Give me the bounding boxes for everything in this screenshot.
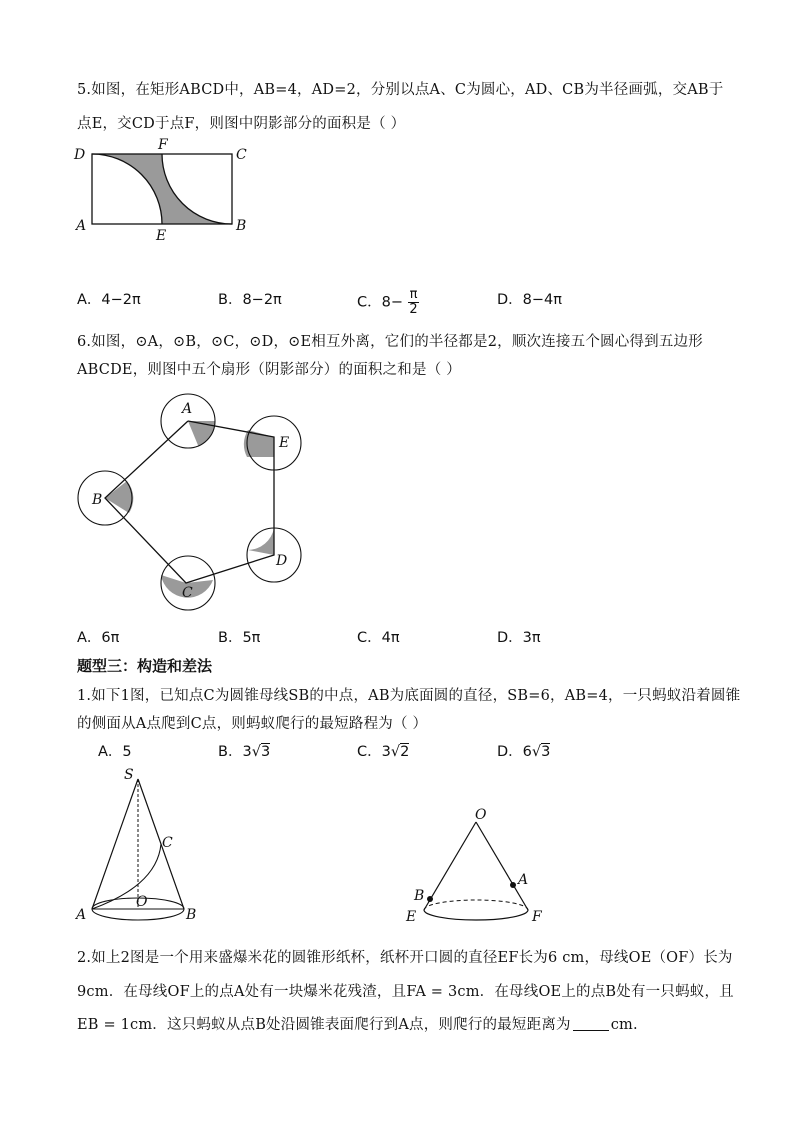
- q5-label-E: E: [156, 228, 167, 242]
- q7-option-a[interactable]: A．5: [98, 744, 132, 760]
- q6-option-a[interactable]: A．6π: [77, 630, 120, 646]
- q7-fig1-label-C: C: [162, 835, 173, 851]
- q8-text-line2: 9cm．在母线OF上的点A处有一块爆米花残渣，且FA = 3cm．在母线OE上的点B处有一只蚂蚁，且: [77, 984, 734, 1000]
- q5-label-A: A: [76, 218, 87, 234]
- q8-text-line3-suffix: cm.: [610, 1017, 638, 1033]
- q8-text-line3-prefix: EB = 1cm．这只蚂蚁从点B处沿圆锥表面爬行到A点，则爬行的最短距离为: [77, 1017, 571, 1033]
- q6-label-A: A: [182, 401, 193, 417]
- q7-option-b-prefix: B．3: [218, 744, 252, 760]
- q7-option-b[interactable]: [218, 740, 270, 761]
- q6-label-C: C: [182, 585, 193, 601]
- q5-option-d[interactable]: D．8−4π: [497, 292, 562, 308]
- q7-fig1-label-S: S: [124, 767, 134, 783]
- q6-option-d[interactable]: D．3π: [497, 630, 541, 646]
- q8-text-line1: 2.如上2图是一个用来盛爆米花的圆锥形纸杯，纸杯开口圆的直径EF长为6 cm，母线OE（OF）长为: [77, 950, 733, 966]
- q7-cone-figure-1: [70, 765, 210, 925]
- q6-pentagon-figure: [74, 385, 334, 617]
- q7-fig1-label-O: O: [136, 894, 148, 910]
- q8-fig2-label-B: B: [414, 888, 425, 904]
- q7-text-line2: 的侧面从A点爬到C点，则蚂蚁爬行的最短路程为（ ）: [77, 716, 428, 732]
- q8-fig2-label-A: A: [518, 872, 529, 888]
- q6-option-b[interactable]: B．5π: [218, 630, 261, 646]
- q8-fig2-label-E: E: [406, 909, 417, 925]
- q7-option-c-prefix: C．3: [357, 744, 391, 760]
- q8-fig2-label-O: O: [475, 807, 487, 823]
- q6-text-line1: 6.如图，⊙A，⊙B，⊙C，⊙D，⊙E相互外离，它们的半径都是2，顺次连接五个圆心得到五边形: [77, 334, 703, 350]
- q5-label-F: F: [158, 138, 168, 153]
- q7-option-c-radicand: 2: [400, 744, 410, 760]
- q8-text-line3: [77, 1013, 638, 1034]
- q7-text-line1: 1.如下1图，已知点C为圆锥母线SB的中点，AB为底面圆的直径，SB=6，AB=4，一只蚂蚁沿着圆锥: [77, 688, 741, 704]
- q5-text-line2: 点E，交CD于点F，则图中阴影部分的面积是（ ）: [77, 116, 406, 132]
- q5-rectangle-figure: [70, 138, 260, 242]
- q5-fraction-denominator: 2: [409, 302, 418, 317]
- q6-label-E: E: [279, 435, 290, 451]
- q7-option-d[interactable]: [497, 740, 550, 761]
- q7-option-d-prefix: D．6: [497, 744, 532, 760]
- q5-option-b[interactable]: B．8−2π: [218, 292, 282, 308]
- q5-fraction-numerator: π: [409, 287, 418, 302]
- sqrt-icon: √: [390, 744, 401, 760]
- q7-fig1-label-A: A: [76, 907, 87, 923]
- q8-fig2-label-F: F: [532, 909, 542, 925]
- q7-option-c[interactable]: [357, 740, 409, 761]
- q7-fig1-label-B: B: [186, 907, 197, 923]
- sqrt-icon: √: [531, 744, 542, 760]
- q5-label-C: C: [236, 147, 247, 163]
- q6-option-c[interactable]: C．4π: [357, 630, 400, 646]
- q6-label-B: B: [92, 492, 103, 508]
- sqrt-icon: √: [251, 744, 261, 760]
- q5-option-c[interactable]: [357, 288, 419, 317]
- q6-label-D: D: [276, 553, 288, 569]
- q5-option-c-prefix: C．8−: [357, 294, 403, 311]
- q6-text-line2: ABCDE，则图中五个扇形（阴影部分）的面积之和是（ ）: [77, 362, 461, 378]
- q5-option-a[interactable]: A．4−2π: [77, 292, 141, 308]
- q5-option-c-fraction: [408, 288, 420, 317]
- q5-label-B: B: [236, 218, 247, 234]
- q8-cone-figure-2: [400, 800, 560, 925]
- q7-option-d-radicand: 3: [541, 744, 551, 760]
- answer-blank[interactable]: [573, 1016, 609, 1031]
- q5-label-D: D: [74, 147, 86, 163]
- q7-option-b-radicand: 3: [260, 744, 271, 760]
- q5-text-line1: 5.如图，在矩形ABCD中，AB=4，AD=2，分别以点A、C为圆心，AD、CB为半径画弧，交AB于: [77, 82, 724, 98]
- section-heading: 题型三：构造和差法: [77, 657, 213, 675]
